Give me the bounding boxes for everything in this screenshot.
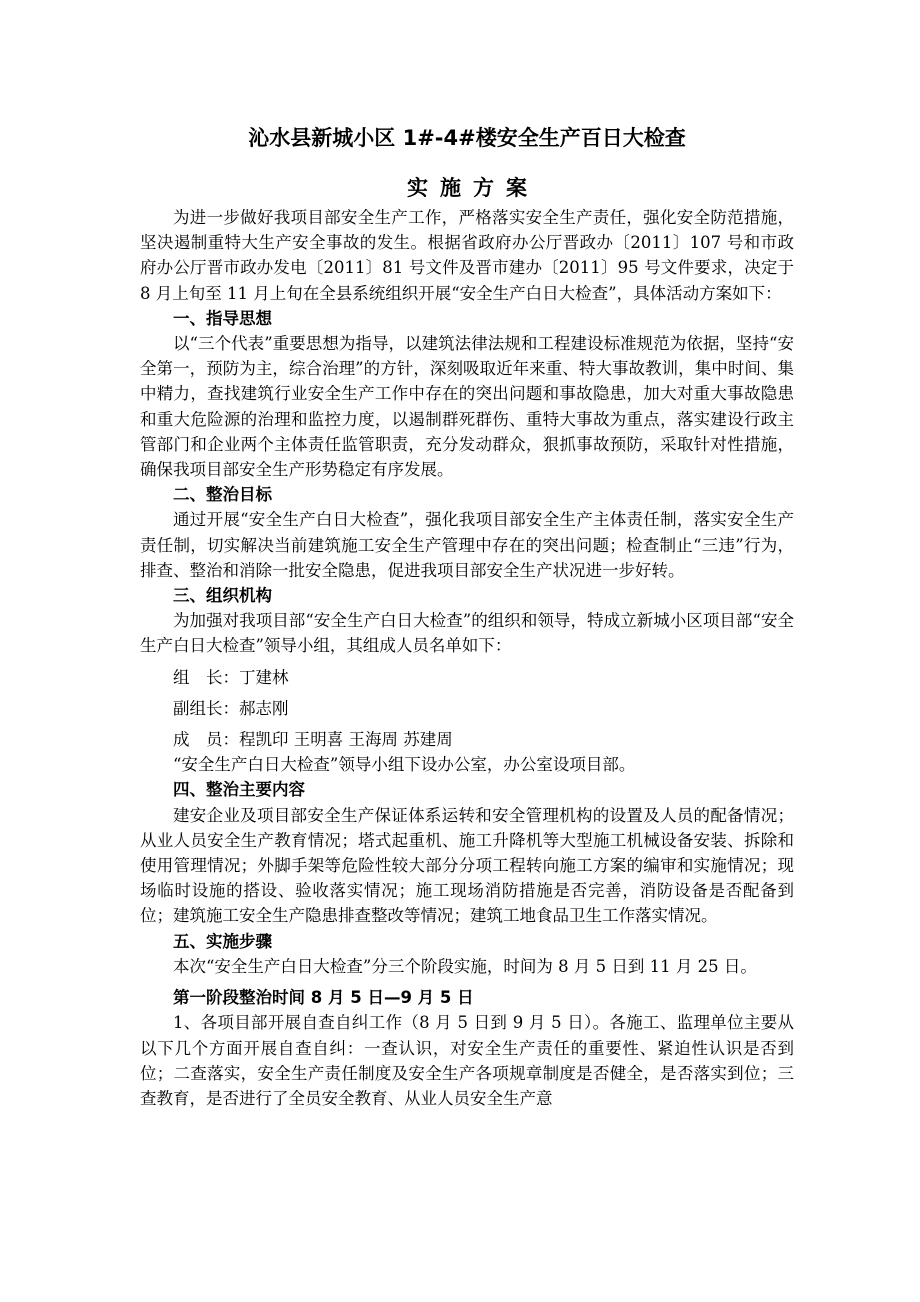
- leader-line: 组 长：丁建林: [173, 667, 289, 687]
- phase-one-heading: 第一阶段整治时间 8 月 5 日—9 月 5 日: [173, 988, 474, 1008]
- intro-paragraph: 为进一步做好我项目部安全生产工作，严格落实安全生产责任，强化安全防范措施，坚决遏制重特大生产安全事故的发生。根据省政府办公厅晋政办〔2011〕107 号和市政府办公厅晋市政办发电〔2011〕81 号文件及晋市建办〔2011〕95 号文件要求，决定于 8 月上旬至 11 月上旬在全县系统组织开展“安全生产白日大检查”，具体活动方案如下：: [140, 208, 794, 303]
- document-subtitle: 实施方案: [407, 176, 539, 200]
- members-line: 成 员：程凯印 王明喜 王海周 苏建周: [173, 730, 453, 750]
- deputy-leader-line: 副组长：郝志刚: [173, 698, 289, 718]
- document-body: [140, 205, 794, 1111]
- section-heading-steps: 五、实施步骤: [173, 931, 272, 951]
- section-paragraph-organization: 为加强对我项目部“安全生产白日大检查”的组织和领导，特成立新城小区项目部“安全生产白日大检查”领导小组，其组成人员名单如下：: [140, 611, 794, 656]
- section-paragraph-goals: 通过开展“安全生产白日大检查”，强化我项目部安全生产主体责任制，落实安全生产责任制，切实解决当前建筑施工安全生产管理中存在的突出问题；检查制止“三违”行为，排查、整治和消除一批安全隐患，促进我项目部安全生产状况进一步好转。: [140, 510, 794, 580]
- phase-one-paragraph: 1、各项目部开展自查自纠工作（8 月 5 日到 9 月 5 日）。各施工、监理单位主要从以下几个方面开展自查自纠：一查认识，对安全生产责任的重要性、紧迫性认识是否到位；二查落实，安全生产责任制度及安全生产各项规章制度是否健全，是否落实到位；三查教育，是否进行了全员安全教育、从业人员安全生产意: [140, 1013, 794, 1108]
- section-paragraph-steps: 本次“安全生产白日大检查”分三个阶段实施，时间为 8 月 5 日到 11 月 25 日。: [173, 956, 757, 976]
- section-heading-main-content: 四、整治主要内容: [173, 780, 305, 800]
- office-line: “安全生产白日大检查”领导小组下设办公室，办公室设项目部。: [173, 755, 636, 775]
- section-paragraph-guiding-ideology: 以“三个代表”重要思想为指导，以建筑法律法规和工程建设标准规范为依据，坚持“安全第一，预防为主，综合治理”的方针，深刻吸取近年来重、特大事故教训，集中时间、集中精力，查找建筑行业安全生产工作中存在的突出问题和事故隐患，加大对重大事故隐患和重大危险源的治理和监控力度，以遏制群死群伤、重特大事故为重点，落实建设行政主管部门和企业两个主体责任监管职责，充分发动群众，狠抓事故预防，采取针对性措施，确保我项目部安全生产形势稳定有序发展。: [140, 334, 794, 480]
- section-heading-goals: 二、整治目标: [173, 485, 272, 505]
- document-title: 沁水县新城小区 1#-4#楼安全生产百日大检查: [248, 126, 686, 150]
- section-paragraph-main-content: 建安企业及项目部安全生产保证体系运转和安全管理机构的设置及人员的配备情况；从业人员安全生产教育情况；塔式起重机、施工升降机等大型施工机械设备安装、拆除和使用管理情况；外脚手架等危险性较大部分分项工程转向施工方案的编审和实施情况；现场临时设施的搭设、验收落实情况；施工现场消防措施是否完善，消防设备是否配备到位；建筑施工安全生产隐患排查整改等情况；建筑工地食品卫生工作落实情况。: [140, 805, 794, 926]
- section-heading-guiding-ideology: 一、指导思想: [173, 308, 272, 328]
- section-heading-organization: 三、组织机构: [173, 586, 272, 606]
